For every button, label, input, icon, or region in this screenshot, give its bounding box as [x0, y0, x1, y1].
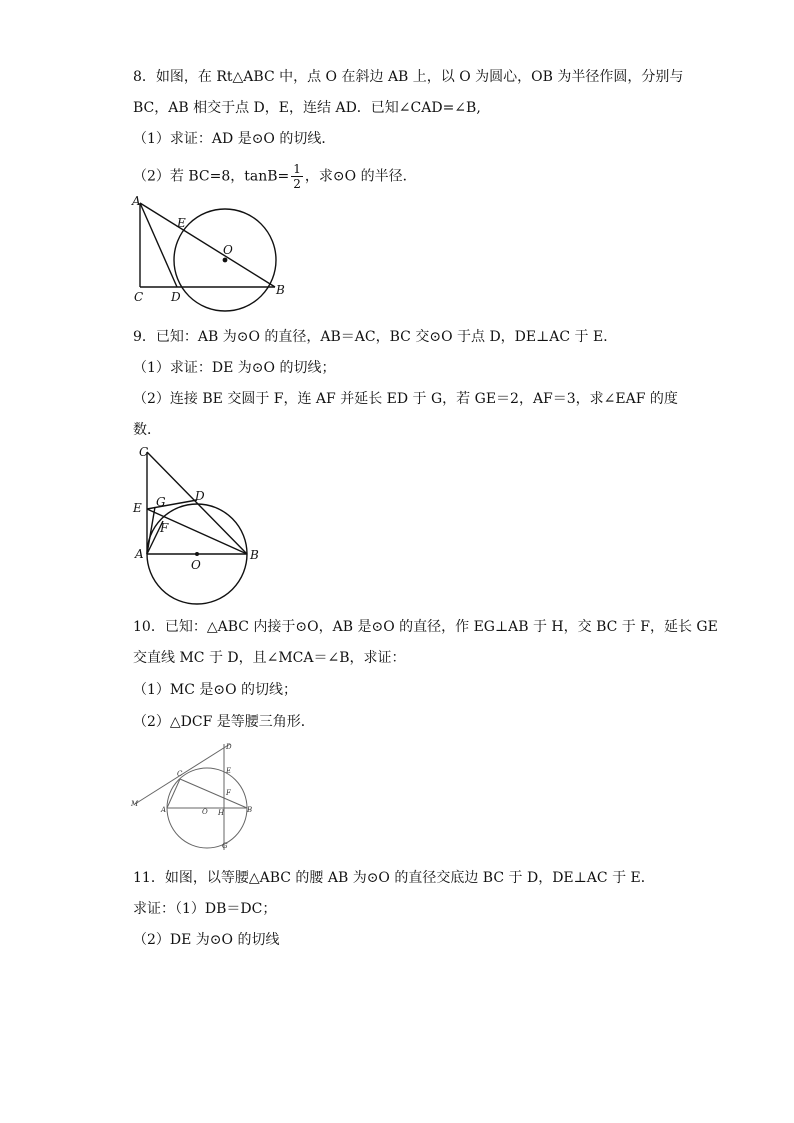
q8-part2-prefix: （2）若 BC=8，tanB= — [133, 168, 290, 185]
fraction-denominator: 2 — [293, 177, 301, 191]
label-e: E — [226, 767, 232, 775]
q8-part2-suffix: ，求⊙O 的半径． — [304, 168, 417, 185]
q10-part1: （1）MC 是⊙O 的切线； — [133, 682, 298, 698]
label-c: C — [177, 770, 183, 778]
q8-statement-line2: BC，AB 相交于点 D，E，连结 AD．已知∠CAD=∠B, — [133, 100, 481, 116]
label-c: C — [139, 445, 149, 459]
q10-statement-line2: 交直线 MC 于 D，且∠MCA＝∠B，求证： — [133, 650, 406, 666]
segment-ad — [140, 203, 177, 287]
label-b: B — [250, 548, 259, 562]
q8-part1: （1）求证：AD 是⊙O 的切线． — [133, 131, 336, 147]
q8-part2 — [133, 163, 417, 190]
label-g: G — [222, 842, 228, 850]
label-f: F — [226, 789, 231, 797]
q9-figure — [125, 440, 265, 575]
center-o-dot — [195, 552, 199, 556]
q8-statement-line1: 8．如图，在 Rt△ABC 中，点 O 在斜边 AB 上，以 O 为圆心，OB 为半径作圆，分别与 — [133, 69, 684, 85]
q9-statement: 9．已知：AB 为⊙O 的直径，AB＝AC，BC 交⊙O 于点 D，DE⊥AC 于 E． — [133, 329, 618, 345]
label-a: A — [135, 547, 144, 561]
q9-part1: （1）求证：DE 为⊙O 的切线； — [133, 360, 336, 376]
q11-part2: （2）DE 为⊙O 的切线 — [133, 932, 280, 948]
label-d: D — [171, 290, 181, 304]
label-e: E — [177, 216, 186, 230]
label-m: M — [131, 800, 139, 808]
tanb-fraction — [291, 163, 303, 190]
fraction-numerator: 1 — [293, 162, 301, 176]
label-o: O — [223, 243, 233, 257]
q10-figure — [125, 738, 265, 853]
q8-figure — [120, 190, 300, 310]
label-f: F — [160, 521, 169, 535]
center-o-dot — [223, 258, 228, 263]
label-d: D — [195, 489, 205, 503]
label-c: C — [134, 290, 144, 304]
label-d: D — [226, 743, 232, 751]
label-a: A — [132, 194, 141, 208]
segment-ab — [140, 203, 275, 287]
q9-part2-line1: （2）连接 BE 交圆于 F，连 AF 并延长 ED 于 G，若 GE＝2，AF＝3，求∠EAF 的度 — [133, 391, 678, 407]
q11-statement: 11．如图，以等腰△ABC 的腰 AB 为⊙O 的直径交底边 BC 于 D，DE⊥AC 于 E． — [133, 870, 655, 886]
q11-part1: 求证：（1）DB＝DC； — [133, 901, 277, 917]
label-e: E — [133, 501, 142, 515]
q9-part2-line2: 数． — [133, 422, 161, 438]
label-o: O — [191, 558, 201, 572]
segment-ca — [167, 779, 180, 808]
label-b: B — [276, 283, 285, 297]
label-g: G — [156, 495, 166, 509]
label-o: O — [202, 808, 208, 816]
q10-part2: （2）△DCF 是等腰三角形． — [133, 714, 315, 730]
label-h: H — [218, 809, 225, 817]
label-a: A — [161, 806, 167, 814]
segment-cb — [180, 779, 247, 808]
q10-statement-line1: 10．已知：△ABC 内接于⊙O，AB 是⊙O 的直径，作 EG⊥AB 于 H，交 BC 于 F，延长 GE — [133, 619, 718, 635]
label-b: B — [247, 806, 253, 814]
